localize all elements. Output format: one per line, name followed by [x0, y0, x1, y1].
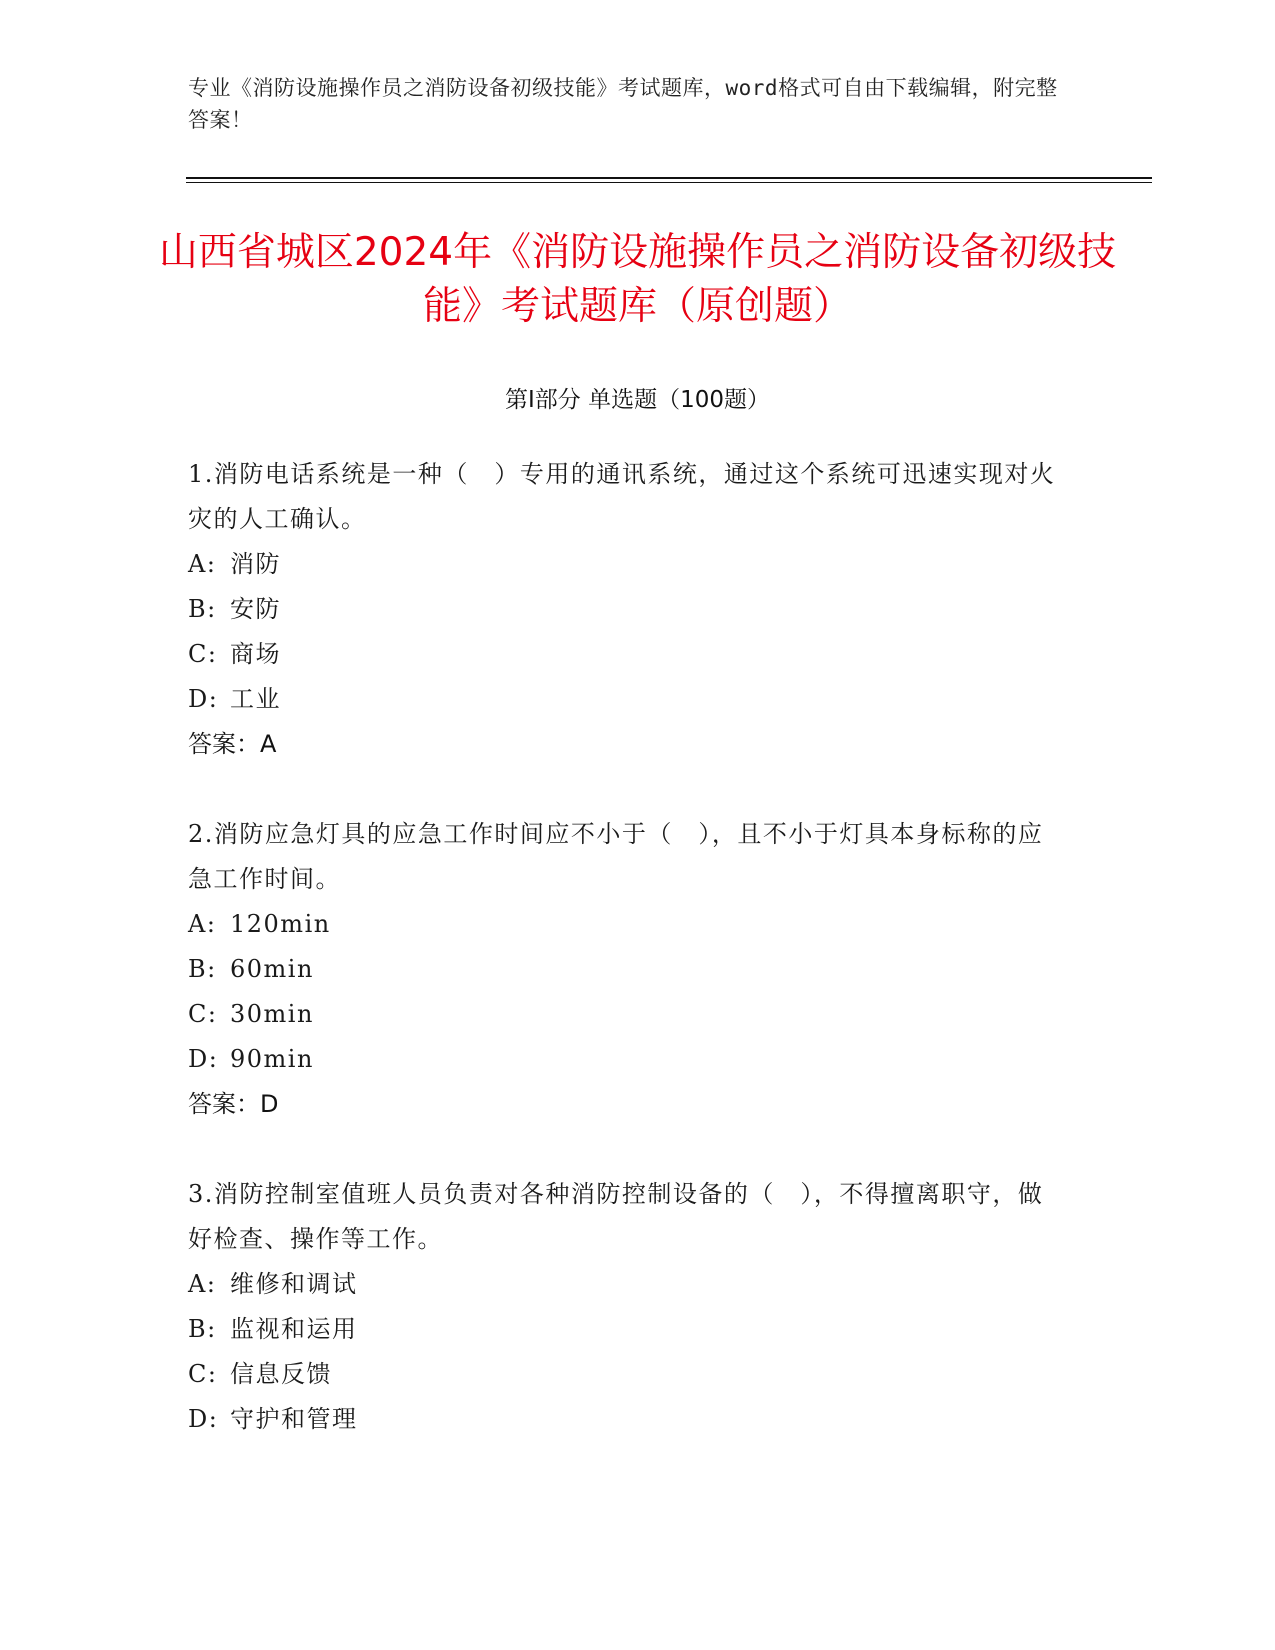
option-letter: D: — [188, 1045, 219, 1073]
question-stem: 3.消防控制室值班人员负责对各种消防控制设备的（ ），不得擅离职守，做好检查、操作等工作。 — [188, 1180, 1044, 1253]
option-b — [188, 1307, 1068, 1352]
option-text: 守护和管理 — [230, 1405, 358, 1433]
option-a — [188, 902, 1068, 947]
option-letter: A: — [188, 910, 217, 938]
option-a — [188, 542, 1068, 587]
question-1 — [188, 452, 1068, 767]
option-letter: D: — [188, 1405, 219, 1433]
option-letter: B: — [188, 955, 217, 983]
option-b — [188, 587, 1068, 632]
option-letter: B: — [188, 595, 217, 623]
section-heading: 第I部分 单选题（100题） — [505, 387, 770, 413]
option-text: 安防 — [230, 595, 281, 623]
option-letter: C: — [188, 640, 218, 668]
question-2 — [188, 812, 1068, 1127]
answer-line: 答案：D — [188, 1090, 279, 1118]
option-text: 60min — [230, 955, 314, 983]
document-title: 山西省城区2024年《消防设施操作员之消防设备初级技能》考试题库（原创题） — [158, 230, 1117, 329]
header-divider-thin — [186, 182, 1152, 183]
header-note: 专业《消防设施操作员之消防设备初级技能》考试题库，word格式可自由下载编辑，附完整答案！ — [188, 76, 1058, 132]
option-c — [188, 632, 1068, 677]
option-c — [188, 1352, 1068, 1397]
option-b — [188, 947, 1068, 992]
question-3 — [188, 1172, 1068, 1442]
option-d — [188, 1397, 1068, 1442]
question-stem: 1.消防电话系统是一种（ ）专用的通讯系统，通过这个系统可迅速实现对火灾的人工确认。 — [188, 460, 1056, 533]
question-stem: 2.消防应急灯具的应急工作时间应不小于（ ），且不小于灯具本身标称的应急工作时间。 — [188, 820, 1044, 893]
option-text: 30min — [230, 1000, 314, 1028]
option-letter: D: — [188, 685, 219, 713]
answer-line: 答案：A — [188, 730, 277, 758]
option-letter: B: — [188, 1315, 217, 1343]
option-text: 信息反馈 — [230, 1360, 332, 1388]
option-c — [188, 992, 1068, 1037]
option-text: 商场 — [230, 640, 281, 668]
option-a — [188, 1262, 1068, 1307]
option-d — [188, 1037, 1068, 1082]
option-text: 监视和运用 — [230, 1315, 358, 1343]
option-text: 120min — [230, 910, 331, 938]
option-d — [188, 677, 1068, 722]
option-letter: A: — [188, 550, 217, 578]
option-letter: C: — [188, 1360, 218, 1388]
header-divider-thick — [186, 177, 1152, 179]
option-letter: C: — [188, 1000, 218, 1028]
option-letter: A: — [188, 1270, 217, 1298]
option-text: 维修和调试 — [230, 1270, 358, 1298]
option-text: 90min — [230, 1045, 314, 1073]
option-text: 消防 — [230, 550, 281, 578]
option-text: 工业 — [230, 685, 281, 713]
